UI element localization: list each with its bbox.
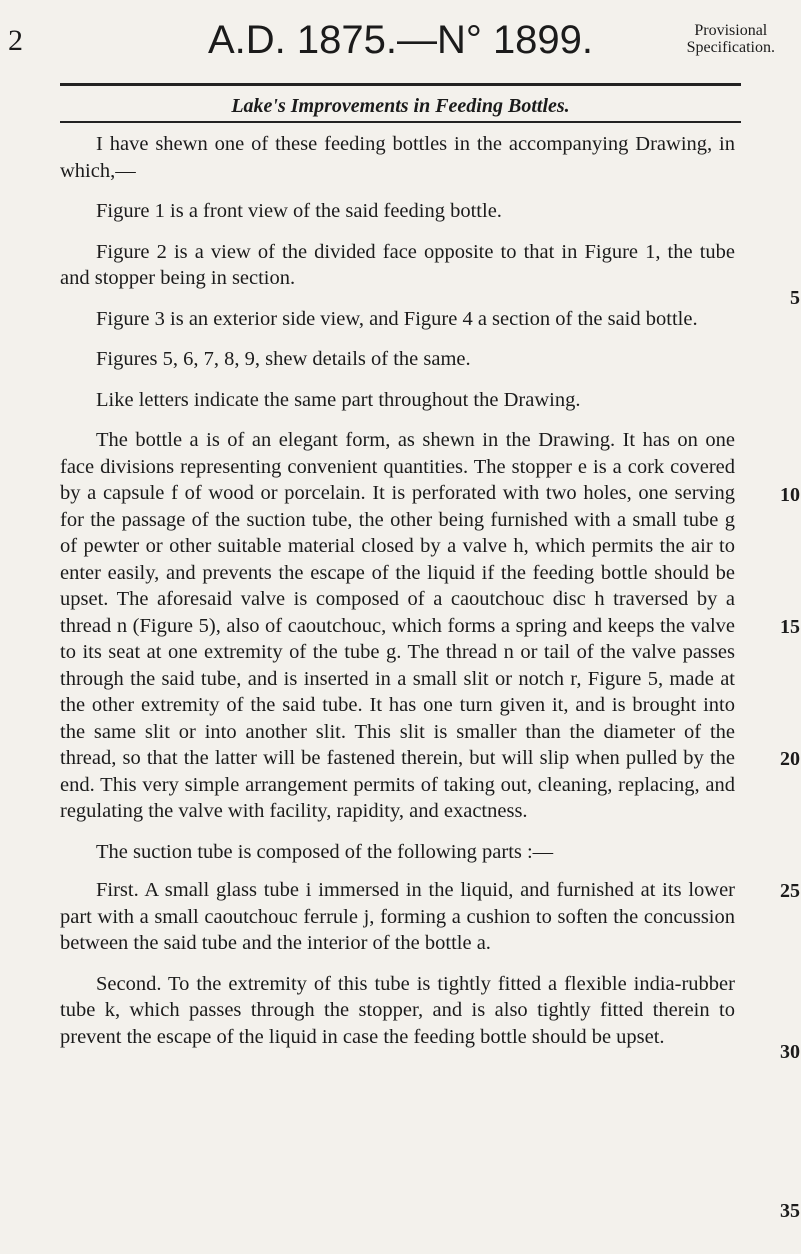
- provisional-line-2: Specification.: [686, 39, 775, 56]
- paragraph: Figure 2 is a view of the divided face opposite to that in Figure 1, the tube and stopper being in section.: [60, 240, 735, 289]
- paragraph: The suction tube is composed of the following parts :—: [96, 840, 554, 863]
- document-title: A.D. 1875.—N° 1899.: [207, 18, 594, 62]
- line-number: 25: [780, 880, 800, 902]
- paragraph: Figure 1 is a front view of the said feeding bottle.: [96, 200, 502, 222]
- line-number: 15: [780, 616, 800, 638]
- specification-body: [60, 131, 735, 1064]
- line-number: 30: [780, 1041, 800, 1063]
- page-subtitle: Lake's Improvements in Feeding Bottles.: [231, 95, 570, 117]
- header-rule: [60, 83, 741, 86]
- line-number: 10: [780, 484, 800, 506]
- line-number: 5: [790, 287, 800, 309]
- line-number: 35: [780, 1200, 800, 1222]
- paragraph: Second. To the extremity of this tube is tightly fitted a flexible india-rubber tube k, which passes through the stopper, and is also tightly fitted therein to prevent the escape of the liquid in case the feeding bottle should be upset.: [60, 972, 735, 1048]
- paragraph: I have shewn one of these feeding bottles in the accompanying Drawing, in which,—: [60, 133, 735, 182]
- paragraph: Figures 5, 6, 7, 8, 9, shew details of the same.: [96, 348, 471, 370]
- page-number: 2: [8, 24, 23, 57]
- paragraph: Like letters indicate the same part throughout the Drawing.: [96, 388, 581, 411]
- provisional-line-1: Provisional: [694, 22, 768, 39]
- subtitle-rule: [60, 121, 741, 123]
- paragraph: Figure 3 is an exterior side view, and Figure 4 a section of the said bottle.: [96, 307, 698, 330]
- line-number: 20: [780, 748, 800, 770]
- provisional-specification-label: [687, 22, 775, 56]
- paragraph: The bottle a is of an elegant form, as shewn in the Drawing. It has on one face divisions representing convenient quantities. The stopper e is a cork covered by a capsule f of wood or porcelain. It is perforated with two holes, one serving for the passage of the suction tube, the other being furnished with a small tube g of pewter or other suitable material closed by a valve h, which permits the air to enter easily, and prevents the escape of the liquid if the feeding bottle should be upset. The aforesaid valve is composed of a caoutchouc disc h traversed by a thread n (Figure 5), also of caoutchouc, which forms a spring and keeps the valve to its seat at one extremity of the tube g. The thread n or tail of the valve passes through the said tube, and is inserted in a small slit or notch r, Figure 5, made at the other extremity of the said tube. It has one turn given it, and is brought into the same slit or into another slit. This slit is smaller than the diameter of the thread, so that the latter will be fastened therein, but will slip when pulled by the end. This very simple arrangement permits of taking out, cleaning, replacing, and regulating the valve with facility, rapidity, and exactness.: [60, 429, 735, 822]
- paragraph: First. A small glass tube i immersed in the liquid, and furnished at its lower part with a small caoutchouc ferrule j, forming a cushion to soften the concussion between the said tube and the interior of the bottle a.: [60, 879, 735, 954]
